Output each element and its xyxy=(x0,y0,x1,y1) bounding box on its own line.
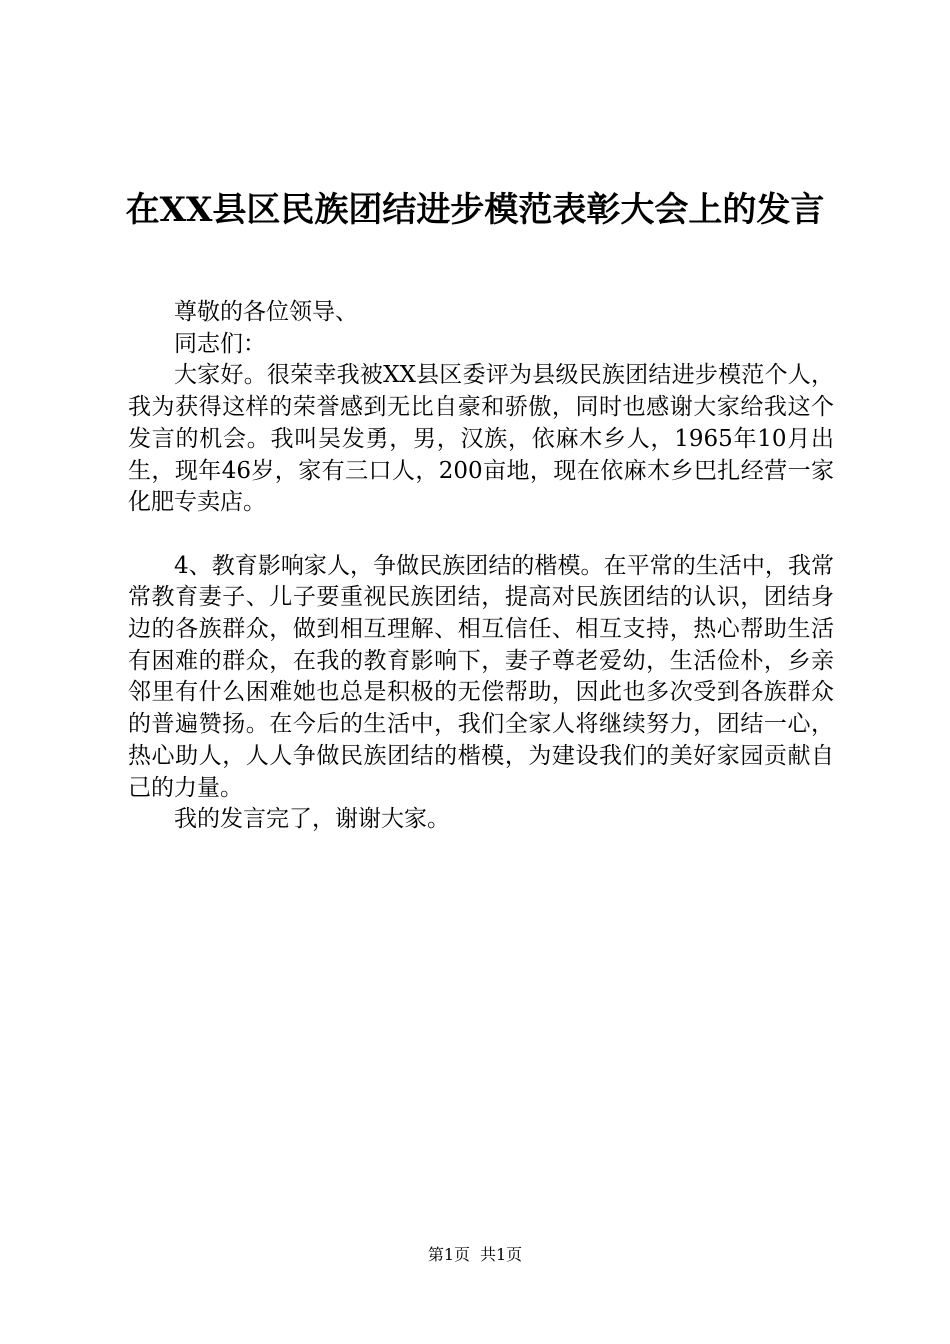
paragraph: 4、教育影响家人，争做民族团结的楷模。在平常的生活中，我常常教育妻子、儿子要重视民族团结，提高对民族团结的认识，团结身边的各族群众，做到相互理解、相互信任、相互支持，热心帮助生活有困难的群众，在我的教育影响下，妻子尊老爱幼，生活俭朴，乡亲邻里有什么困难她也总是积极的无偿帮助，因此也多次受到各族群众的普遍赞扬。在今后的生活中，我们全家人将继续努力，团结一心，热心助人，人人争做民族团结的楷模，为建设我们的美好家园贡献自己的力量。 xyxy=(128,552,834,801)
paragraph: 大家好。很荣幸我被XX县区委评为县级民族团结进步模范个人，我为获得这样的荣誉感到无比自豪和骄傲，同时也感谢大家给我这个发言的机会。我叫吴发勇，男，汉族，依麻木乡人，1965年10月出生，现年46岁，家有三口人，200亩地，现在依麻木乡巴扎经营一家化肥专卖店。 xyxy=(128,362,834,516)
page-title: 在XX县区民族团结进步模范表彰大会上的发言 xyxy=(125,190,825,230)
page-number: 第1页 xyxy=(427,1245,470,1264)
paragraph-spacer xyxy=(128,519,834,551)
page-footer xyxy=(0,1244,950,1266)
salutation-line: 同志们： xyxy=(174,330,266,357)
closing-line: 我的发言完了，谢谢大家。 xyxy=(174,806,450,833)
page-total: 共1页 xyxy=(480,1245,523,1264)
salutation-line: 尊敬的各位领导、 xyxy=(174,299,358,325)
document-body xyxy=(128,297,834,836)
